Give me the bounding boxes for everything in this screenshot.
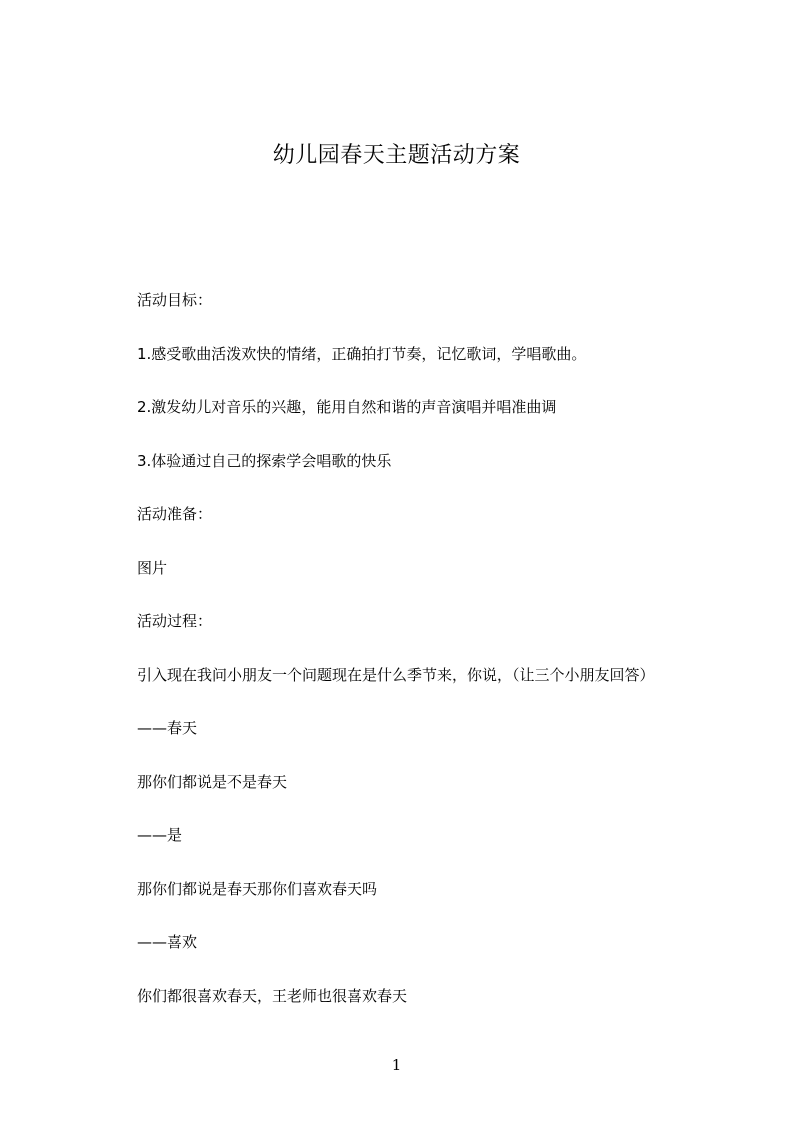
paragraph-introduction: 引入现在我问小朋友一个问题现在是什么季节来，你说，（让三个小朋友回答） — [137, 665, 655, 684]
paragraph-teacher-likes-spring: 你们都很喜欢春天，王老师也很喜欢春天 — [137, 986, 408, 1005]
paragraph-response-like: ——喜欢 — [137, 933, 198, 951]
paragraph-question-is-spring: 那你们都说是不是春天 — [137, 772, 288, 791]
paragraph-goal-2: 2.激发幼儿对音乐的兴趣，能用自然和谐的声音演唱并唱准曲调 — [137, 398, 557, 416]
paragraph-question-like-spring: 那你们都说是春天那你们喜欢春天吗 — [137, 879, 378, 898]
paragraph-preparation-item: 图片 — [137, 558, 168, 577]
paragraph-preparation-heading: 活动准备： — [137, 505, 213, 523]
page-number: 1 — [391, 1056, 402, 1074]
paragraph-goal-3: 3.体验通过自己的探索学会唱歌的快乐 — [137, 451, 392, 470]
paragraph-activity-goals-heading: 活动目标： — [137, 291, 213, 309]
paragraph-response-spring: ——春天 — [137, 719, 198, 737]
paragraph-goal-1: 1.感受歌曲活泼欢快的情绪，正确拍打节奏，记忆歌词，学唱歌曲。 — [137, 344, 587, 363]
paragraph-process-heading: 活动过程： — [137, 612, 213, 630]
document-title: 幼儿园春天主题活动方案 — [272, 143, 521, 168]
document-body — [137, 290, 697, 1039]
paragraph-response-yes: ——是 — [137, 826, 183, 844]
